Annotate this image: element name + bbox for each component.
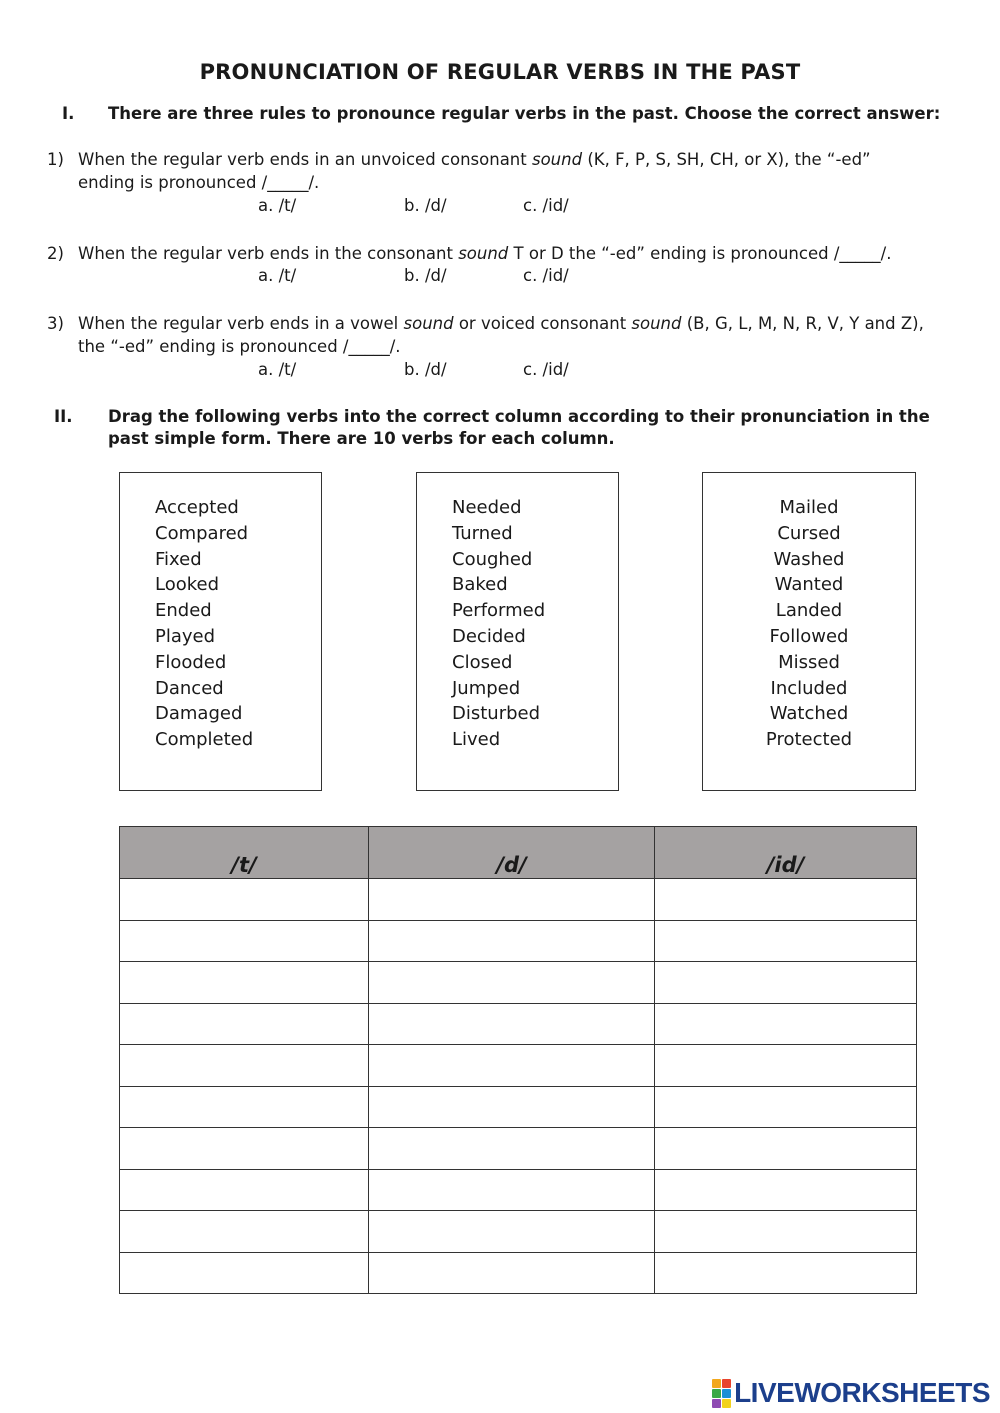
draggable-word[interactable]: Included [770,677,848,699]
drop-cell-t[interactable] [120,1128,369,1170]
table-row [120,1086,917,1128]
draggable-word[interactable]: Completed [155,729,254,751]
draggable-word[interactable]: Danced [155,677,224,699]
drop-cell-id[interactable] [655,879,917,921]
column-header-t: /t/ [120,827,369,879]
table-header-row [120,827,917,879]
question-3-option-a[interactable]: a. /t/ [258,360,297,379]
question-2-option-a[interactable]: a. /t/ [258,266,297,285]
question-2-option-c[interactable]: c. /id/ [523,266,569,285]
draggable-word[interactable]: Needed [452,497,522,518]
word-list-1 [155,495,253,753]
table-row [120,920,917,962]
word-box-3 [702,472,916,791]
question-1-text-part: When the regular verb ends in an unvoiced consonant [78,150,532,169]
section-2-number: II. [54,407,73,426]
liveworksheets-logo [712,1376,990,1410]
word-box-1 [119,472,322,791]
drop-cell-d[interactable] [369,879,655,921]
word-list-3 [703,495,915,753]
draggable-word[interactable]: Coughed [452,548,533,570]
section-1-number: I. [62,104,75,123]
draggable-word[interactable]: Accepted [155,497,239,518]
drop-cell-t[interactable] [120,1003,369,1045]
drop-cell-t[interactable] [120,1169,369,1211]
drop-cell-id[interactable] [655,1128,917,1170]
draggable-word[interactable]: Followed [769,625,849,647]
draggable-word[interactable]: Damaged [155,703,243,725]
drop-cell-id[interactable] [655,1003,917,1045]
question-3-text-part: or voiced consonant [453,314,632,333]
draggable-word[interactable]: Jumped [452,677,521,699]
draggable-word[interactable]: Compared [155,522,249,544]
draggable-word[interactable]: Cursed [777,522,841,544]
column-header-id: /id/ [655,827,917,879]
table-row [120,1128,917,1170]
logo-text: LIVEWORKSHEETS [734,1377,990,1408]
drop-cell-t[interactable] [120,920,369,962]
draggable-word[interactable]: Washed [773,548,845,570]
drop-cell-t[interactable] [120,1211,369,1253]
draggable-word[interactable]: Closed [452,651,513,673]
draggable-word[interactable]: Missed [778,651,840,673]
question-3-text-part: (B, G, L, M, N, R, V, Y and Z), the “-ed” ending is pronounced /_____/. [78,314,924,356]
drop-cell-d[interactable] [369,1045,655,1087]
table-row [120,1003,917,1045]
word-box-2 [416,472,619,791]
drop-cell-id[interactable] [655,1252,917,1294]
question-2-option-b[interactable]: b. /d/ [404,266,447,285]
word-list-2 [452,495,545,753]
question-3-text [78,312,930,358]
drop-cell-d[interactable] [369,1086,655,1128]
question-3-option-c[interactable]: c. /id/ [523,360,569,379]
drop-cell-id[interactable] [655,1211,917,1253]
draggable-word[interactable]: Lived [452,729,501,751]
question-2-text-part: T or D the “-ed” ending is pronounced /_____/. [508,244,892,263]
draggable-word[interactable]: Landed [775,600,843,622]
question-1-option-a[interactable]: a. /t/ [258,196,297,215]
table-row [120,962,917,1004]
draggable-word[interactable]: Ended [155,600,212,622]
question-2-text-part: When the regular verb ends in the consonant [78,244,459,263]
drop-cell-d[interactable] [369,1128,655,1170]
section-2-instruction: Drag the following verbs into the correct column according to their pronunciation in the past simple form. There are 10 verbs for each column. [108,407,930,448]
question-1-option-c[interactable]: c. /id/ [523,196,569,215]
draggable-word[interactable]: Baked [452,574,508,596]
draggable-word[interactable]: Performed [452,600,546,622]
table-row [120,879,917,921]
draggable-word[interactable]: Wanted [774,574,844,596]
question-3-number: 3) [47,314,64,333]
question-3-text-part: When the regular verb ends in a vowel [78,314,404,333]
drop-cell-d[interactable] [369,1003,655,1045]
drop-cell-id[interactable] [655,1045,917,1087]
drop-cell-id[interactable] [655,1169,917,1211]
draggable-word[interactable]: Protected [765,729,853,751]
draggable-word[interactable]: Turned [452,522,513,544]
drop-cell-d[interactable] [369,962,655,1004]
drop-cell-id[interactable] [655,962,917,1004]
question-1-option-b[interactable]: b. /d/ [404,196,447,215]
drop-cell-t[interactable] [120,879,369,921]
drop-cell-id[interactable] [655,1086,917,1128]
drop-cell-id[interactable] [655,920,917,962]
question-2-emphasis: sound [458,244,509,263]
draggable-word[interactable]: Disturbed [452,703,541,725]
drop-cell-t[interactable] [120,962,369,1004]
table-row [120,1252,917,1294]
table-row [120,1045,917,1087]
question-2-number: 2) [47,244,64,263]
question-1-number: 1) [47,150,64,169]
draggable-word[interactable]: Fixed [155,548,202,570]
logo-mark-icon [712,1379,731,1408]
answer-table [119,826,917,1294]
question-3-option-b[interactable]: b. /d/ [404,360,447,379]
draggable-word[interactable]: Mailed [779,497,839,518]
question-3-emphasis: sound [631,314,682,333]
draggable-word[interactable]: Decided [452,625,526,647]
question-1-text [78,148,923,194]
drop-cell-d[interactable] [369,920,655,962]
draggable-word[interactable]: Flooded [155,651,227,673]
drop-cell-t[interactable] [120,1045,369,1087]
question-1-text-part: (K, F, P, S, SH, CH, or X), the “-ed” ending is pronounced /_____/. [78,150,871,192]
question-3-emphasis: sound [403,314,454,333]
draggable-word[interactable]: Watched [769,703,849,725]
column-header-d: /d/ [369,827,655,879]
draggable-word[interactable]: Looked [155,574,220,596]
drop-cell-d[interactable] [369,1211,655,1253]
page-title: PRONUNCIATION OF REGULAR VERBS IN THE PAST [199,60,801,84]
section-1-instruction: There are three rules to pronounce regular verbs in the past. Choose the correct answer: [108,104,941,123]
drop-cell-t[interactable] [120,1252,369,1294]
table-row [120,1211,917,1253]
table-row [120,1169,917,1211]
drop-cell-d[interactable] [369,1252,655,1294]
drop-cell-d[interactable] [369,1169,655,1211]
drop-cell-t[interactable] [120,1086,369,1128]
question-2-text [78,242,958,265]
draggable-word[interactable]: Played [155,625,216,647]
question-1-emphasis: sound [531,150,583,169]
